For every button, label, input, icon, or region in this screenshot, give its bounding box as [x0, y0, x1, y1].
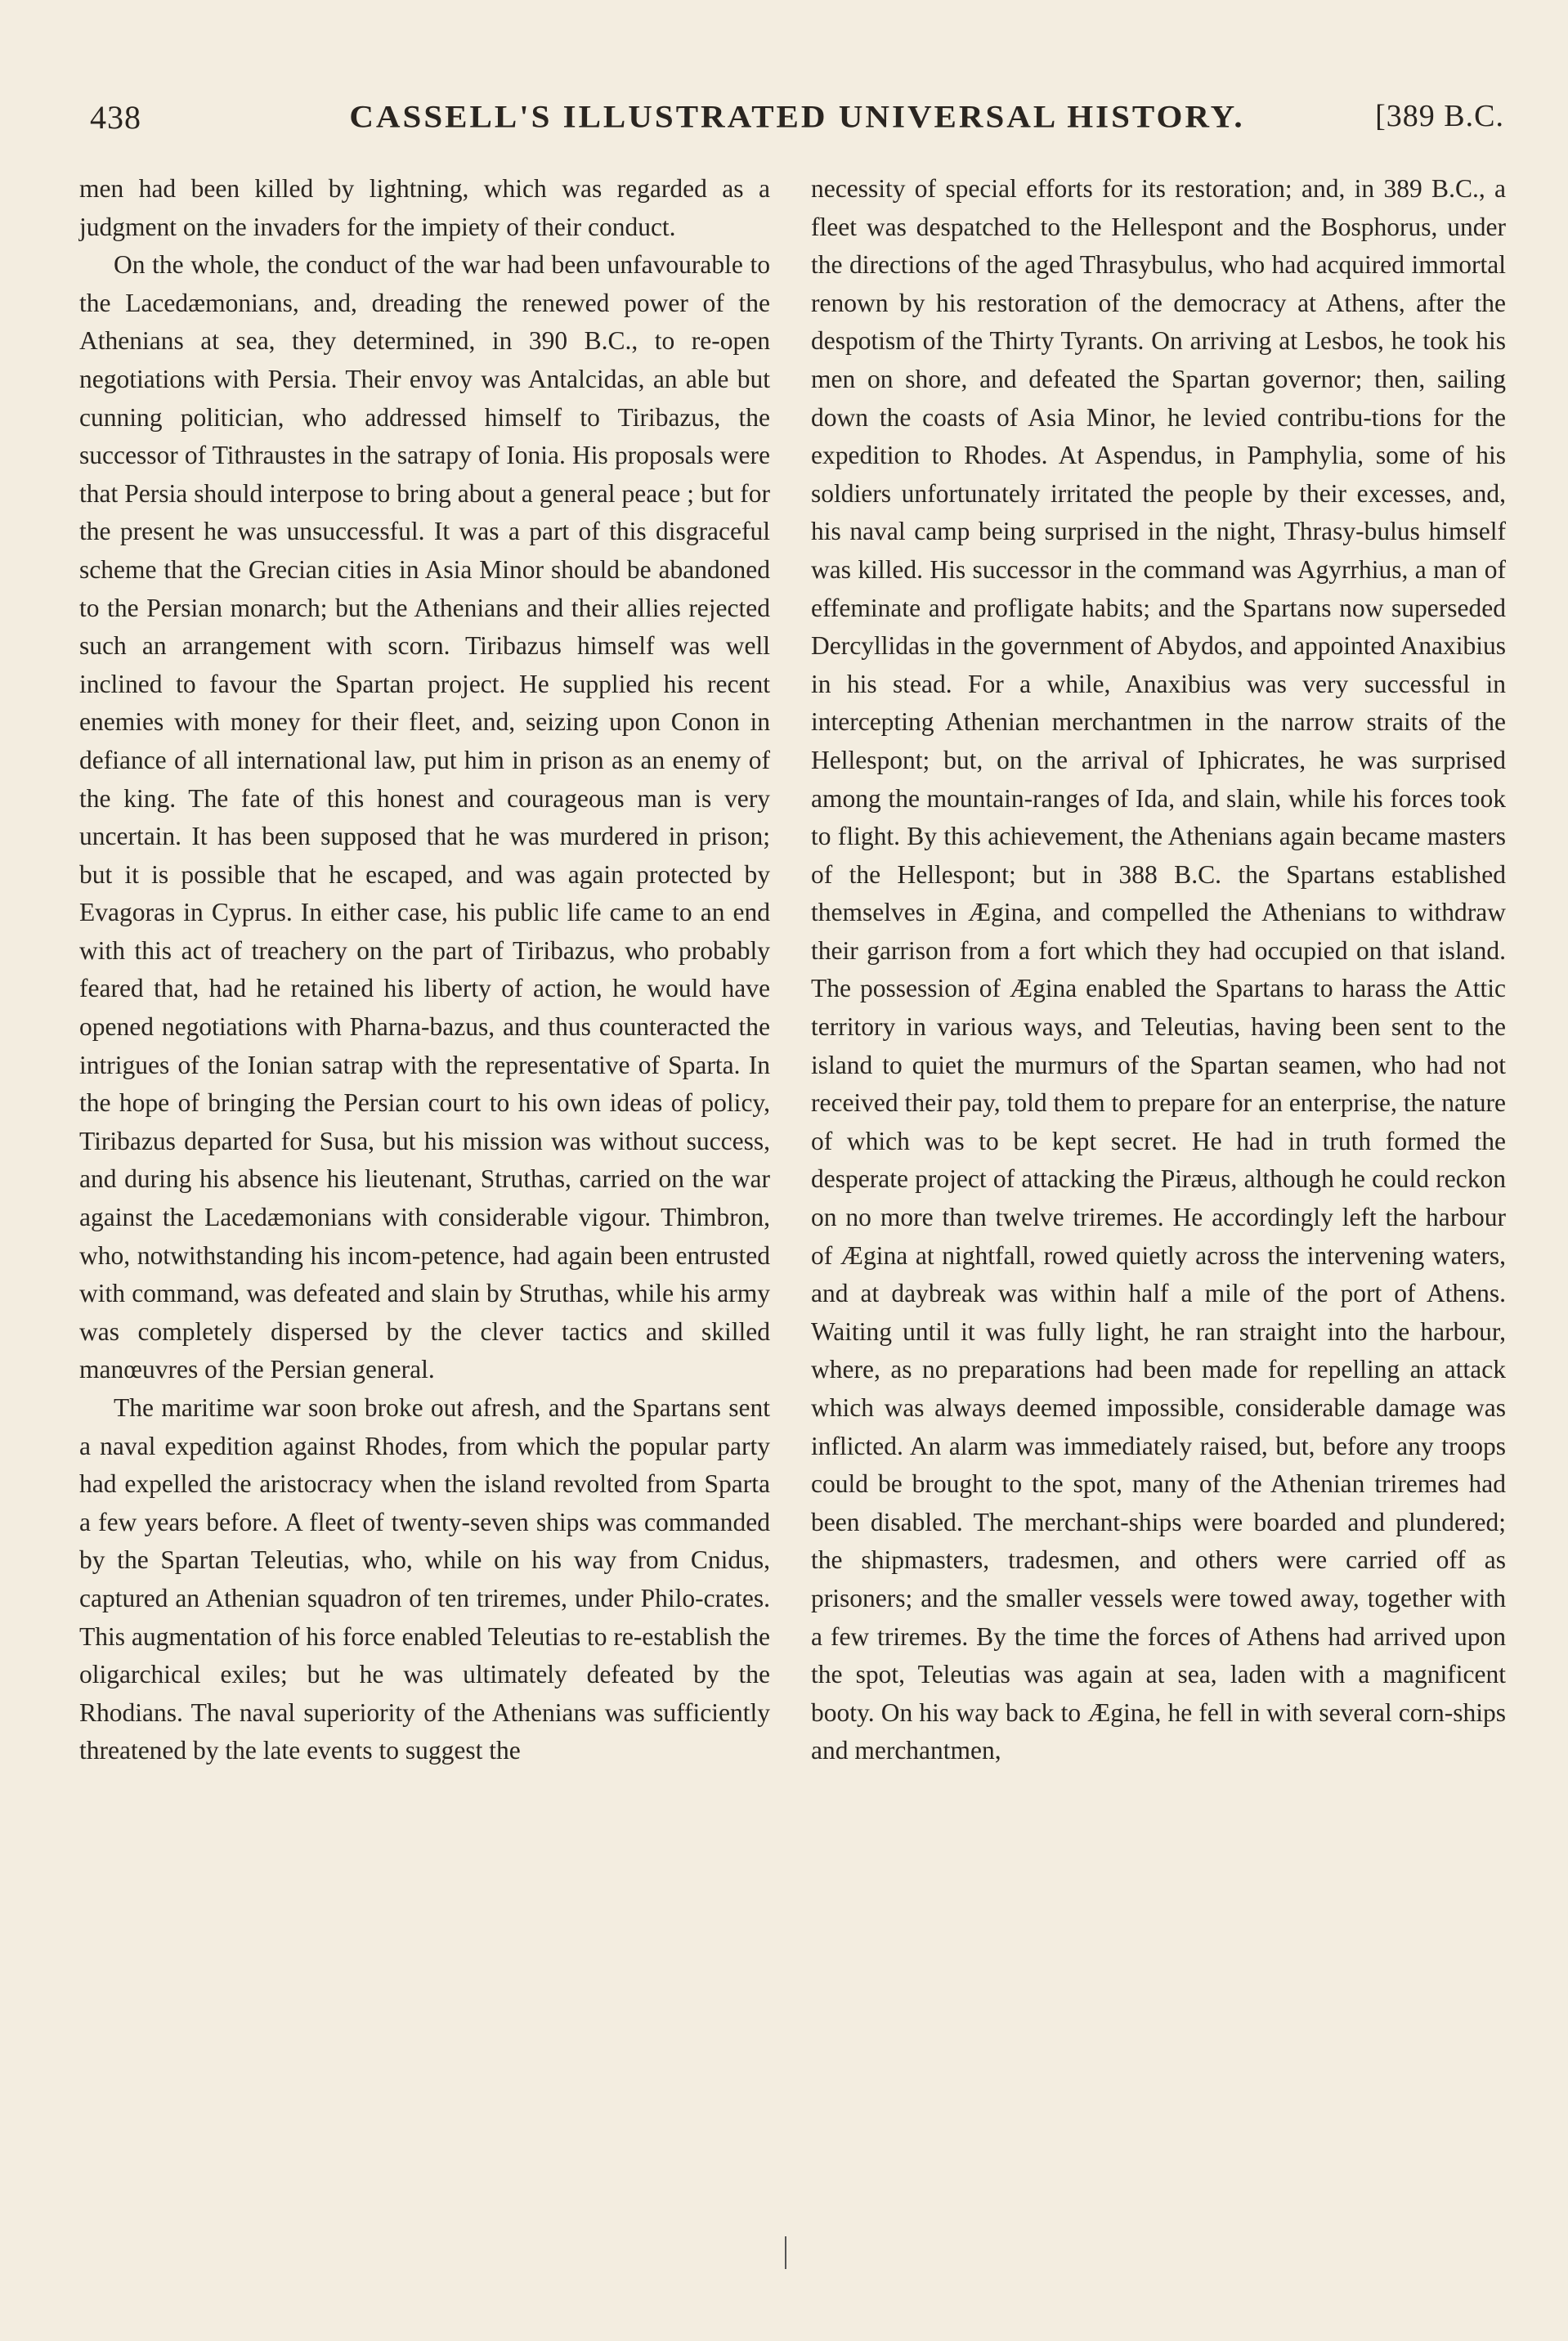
left-column	[79, 170, 770, 1770]
running-title: CASSELL'S ILLUSTRATED UNIVERSAL HISTORY.	[349, 98, 1245, 134]
page-header	[90, 92, 1504, 141]
paragraph: necessity of special efforts for its restoration; and, in 389 B.C., a fleet was despatched to the Hellespont and the Bosphorus, under the directions of the aged Thrasybulus, who had acquired immortal renown by his restoration of the democracy at Athens, after the despotism of the Thirty Tyrants. On arriving at Lesbos, he took his men on shore, and defeated the Spartan governor; then, sailing down the coasts of Asia Minor, he levied contribu-tions for the expedition to Rhodes. At Aspendus, in Pamphylia, some of his soldiers unfortunately irritated the people by their excesses, and, his naval camp being surprised in the night, Thrasy-bulus himself was killed. His successor in the command was Agyrrhius, a man of effeminate and profligate habits; and the Spartans now superseded Dercyllidas in the government of Abydos, and appointed Anaxibius in his stead. For a while, Anaxibius was very successful in intercepting Athenian merchantmen in the narrow straits of the Hellespont; but, on the arrival of Iphicrates, he was surprised among the mountain-ranges of Ida, and slain, while his forces took to flight. By this achievement, the Athenians again became masters of the Hellespont; but in 388 B.C. the Spartans established themselves in Ægina, and compelled the Athenians to withdraw their garrison from a fort which they had occupied on that island. The possession of Ægina enabled the Spartans to harass the Attic territory in various ways, and Teleutias, having been sent to the island to quiet the murmurs of the Spartan seamen, who had not received their pay, told them to prepare for an enterprise, the nature of which was to be kept secret. He had in truth formed the desperate project of attacking the Piræus, although he could reckon on no more than twelve triremes. He accordingly left the harbour of Ægina at nightfall, rowed quietly across the intervening waters, and at daybreak was within half a mile of the port of Athens. Waiting until it was fully light, he ran straight into the harbour, where, as no preparations had been made for repelling an attack which was always deemed impossible, considerable damage was inflicted. An alarm was immediately raised, but, before any troops could be brought to the spot, many of the Athenian triremes had been disabled. The merchant-ships were boarded and plundered; the shipmasters, tradesmen, and others were carried off as prisoners; and the smaller vessels were towed away, together with a few triremes. By the time the forces of Athens had arrived upon the spot, Teleutias was again at sea, laden with a magnificent booty. On his way back to Ægina, he fell in with several corn-ships and merchantmen,	[811, 174, 1506, 1765]
paragraph: men had been killed by lightning, which was regarded as a judgment on the invaders for the impiety of their conduct.	[79, 174, 770, 241]
date-reference: [389 B.C.	[1375, 99, 1504, 133]
column-divider	[785, 2236, 786, 2269]
right-column	[811, 170, 1506, 1770]
page-number: 438	[90, 99, 141, 136]
paragraph: On the whole, the conduct of the war had been unfavourable to the Lacedæmonians, and, dreading the renewed power of the Athenians at sea, they determined, in 390 B.C., to re-open negotiations with Persia. Their envoy was Antalcidas, an able but cunning politician, who addressed himself to Tiribazus, the successor of Tithraustes in the satrapy of Ionia. His proposals were that Persia should interpose to bring about a general peace ; but for the present he was unsuccessful. It was a part of this disgraceful scheme that the Grecian cities in Asia Minor should be abandoned to the Persian monarch; but the Athenians and their allies rejected such an arrangement with scorn. Tiribazus himself was well inclined to favour the Spartan project. He supplied his recent enemies with money for their fleet, and, seizing upon Conon in defiance of all international law, put him in prison as an enemy of the king. The fate of this honest and courageous man is very uncertain. It has been supposed that he was murdered in prison; but it is possible that he escaped, and was again protected by Evagoras in Cyprus. In either case, his public life came to an end with this act of treachery on the part of Tiribazus, who probably feared that, had he retained his liberty of action, he would have opened negotiations with Pharna-bazus, and thus counteracted the intrigues of the Ionian satrap with the representative of Sparta. In the hope of bringing the Persian court to his own ideas of policy, Tiribazus departed for Susa, but his mission was without success, and during his absence his lieutenant, Struthas, carried on the war against the Lacedæmonians with considerable vigour. Thimbron, who, notwithstanding his incom-petence, had again been entrusted with command, was defeated and slain by Struthas, while his army was completely dispersed by the clever tactics and skilled manœuvres of the Persian general.	[79, 250, 770, 1384]
paragraph: The maritime war soon broke out afresh, and the Spartans sent a naval expedition against Rhodes, from which the popular party had expelled the aristocracy when the island revolted from Sparta a few years before. A fleet of twenty-seven ships was commanded by the Spartan Teleutias, who, while on his way from Cnidus, captured an Athenian squadron of ten triremes, under Philo-crates. This augmentation of his force enabled Teleutias to re-establish the oligarchical exiles; but he was ultimately defeated by the Rhodians. The naval superiority of the Athenians was sufficiently threatened by the late events to suggest the	[79, 1393, 770, 1765]
